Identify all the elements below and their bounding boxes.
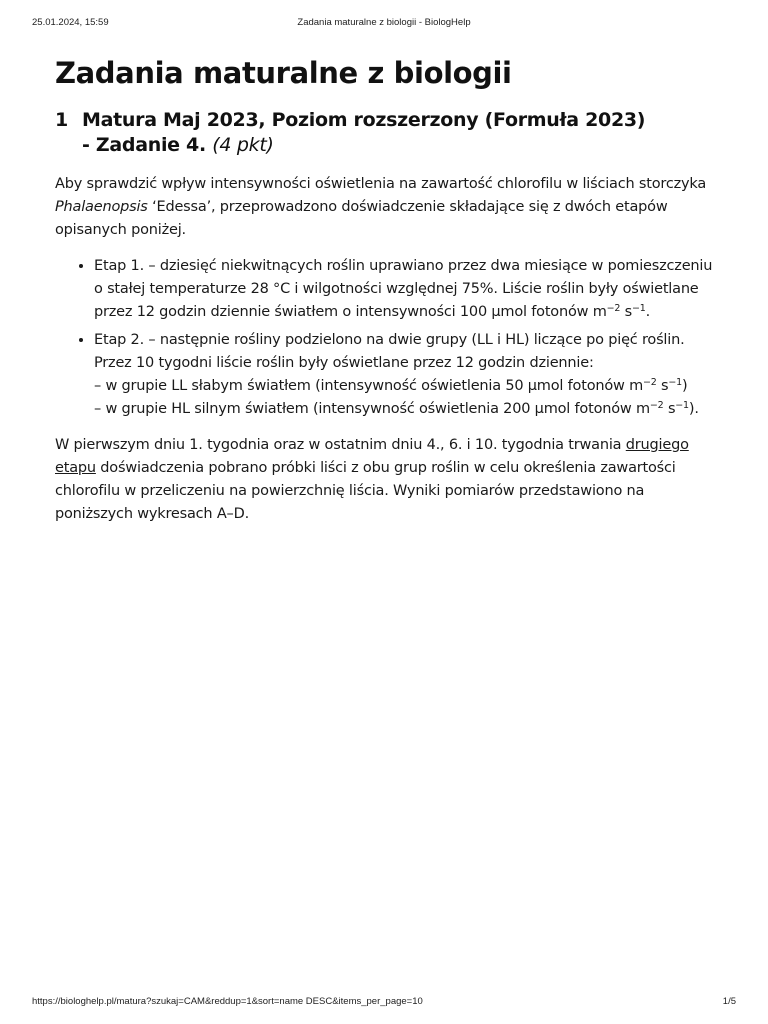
stage2-ll-line [94, 375, 715, 398]
print-page-number: 1/5 [722, 996, 736, 1007]
task-heading [55, 108, 715, 158]
task-points: (4 pkt) [212, 134, 274, 156]
stage2-ll-mid: s [656, 378, 669, 394]
stage1-exp1: −2 [606, 303, 621, 314]
stage2-ll-exp1: −2 [643, 377, 657, 388]
stage1-exp2: −1 [632, 303, 646, 314]
stage1-end: . [645, 304, 651, 320]
stage2-ll-exp2: −1 [668, 377, 683, 388]
second-stage-link[interactable]: drugiego etapu [55, 437, 689, 476]
task-heading-line1: Matura Maj 2023, Poziom rozszerzony (Formuła 2023) [82, 109, 646, 131]
print-url: https://biologhelp.pl/matura?szukaj=CAM&reddup=1&sort=name DESC&items_per_page=10 [32, 996, 423, 1007]
stage2-hl-mid: s [663, 401, 676, 417]
stage1-text: Etap 1. – dziesięć niekwitnących roślin uprawiano przez dwa miesiące w pomieszczeniu o stałej temperaturze 28 °C i wilgotności względnej 75%. Liście roślin były oświetlane przez 12 godzin dziennie światłem o intensywności 100 µmol fotonów m [94, 258, 713, 320]
results-paragraph [55, 434, 715, 526]
stage2-hl-line [94, 398, 715, 421]
page-title: Zadania maturalne z biologii [55, 56, 512, 90]
stages-list [55, 255, 715, 421]
list-item-stage-1 [94, 255, 715, 324]
intro-text-before: Aby sprawdzić wpływ intensywności oświetlenia na zawartość chlorofilu w liściach storczyka [55, 176, 707, 192]
results-text-after: doświadczenia pobrano próbki liści z obu grup roślin w celu określenia zawartości chlorofilu w przeliczeniu na powierzchnię liścia. Wyniki pomiarów przedstawiono na poniższych wykresach A–D. [55, 460, 676, 522]
print-footer [32, 996, 736, 1010]
intro-paragraph [55, 173, 715, 242]
task-heading-line2-wrap [82, 133, 715, 158]
stage2-hl-exp1: −2 [649, 400, 664, 411]
stage2-hl-text: – w grupie HL silnym światłem (intensywność oświetlenia 200 µmol fotonów m [94, 401, 650, 417]
print-page-title: Zadania maturalne z biologii - BiologHelp [297, 17, 471, 28]
stage2-intro: • Etap 2. – następnie rośliny podzielono na dwie grupy (LL i HL) liczące po pięć roślin. Przez 10 tygodni liście roślin były oświetlane przez 12 godzin dziennie: [94, 332, 685, 371]
main-content [55, 54, 715, 526]
stage2-hl-exp2: −1 [675, 400, 689, 411]
stage2-ll-text: – w grupie LL słabym światłem (intensywność oświetlenia 50 µmol fotonów m [94, 378, 644, 394]
results-text-before: W pierwszym dniu 1. tygodnia oraz w ostatnim dniu 4., 6. i 10. tygodnia trwania [55, 437, 626, 453]
stage1-mid: s [620, 304, 633, 320]
intro-text-after: ‘Edessa’, przeprowadzono doświadczenie składające się z dwóch etapów opisanych poniżej. [55, 199, 668, 238]
species-name: Phalaenopsis [55, 199, 148, 215]
print-header [32, 17, 736, 31]
stage2-ll-end: ) [682, 378, 688, 394]
print-datetime: 25.01.2024, 15:59 [32, 17, 109, 28]
task-heading-line2: - Zadanie 4. [82, 134, 206, 156]
list-item-stage-2 [94, 329, 715, 421]
task-number: 1 [55, 109, 68, 131]
stage2-hl-end: ). [688, 401, 699, 417]
